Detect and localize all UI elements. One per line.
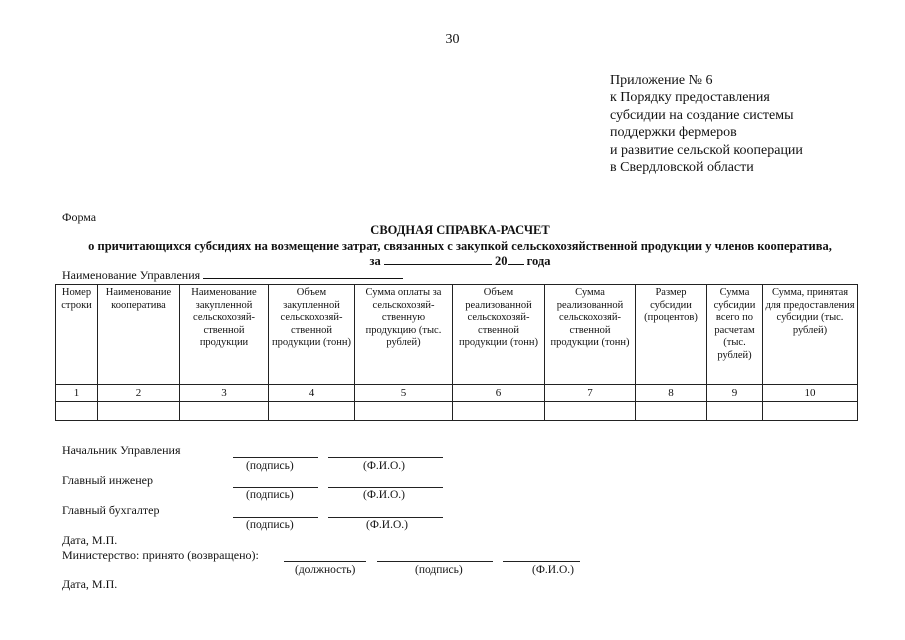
empty-cell <box>545 402 636 421</box>
page-number: 30 <box>445 32 460 47</box>
form-label: Форма <box>62 210 97 224</box>
empty-cell <box>763 402 858 421</box>
column-header: Наименование закупленной сельскохозяй-ственной продукции <box>180 285 269 385</box>
department-blank <box>203 278 403 279</box>
date-stamp-label: Дата, М.П. <box>62 533 118 547</box>
appendix-line: субсидии на создание системы <box>610 107 794 123</box>
column-number: 1 <box>56 385 98 402</box>
empty-cell <box>355 402 453 421</box>
title-subtitle: о причитающихся субсидиях на возмещение затрат, связанных с закупкой сельскохозяйственной продукции у членов кооператива, <box>88 238 832 253</box>
period-blank <box>384 264 492 265</box>
appendix-line: к Порядку предоставления <box>610 90 770 106</box>
name-caption: (Ф.И.О.) <box>363 489 405 501</box>
position-line <box>284 561 366 562</box>
table-header-row <box>56 285 858 385</box>
chief-engineer-label: Главный инженер <box>62 473 153 487</box>
column-number: 7 <box>545 385 636 402</box>
appendix-line: поддержки фермеров <box>610 125 737 141</box>
column-number: 9 <box>707 385 763 402</box>
name-caption: (Ф.И.О.) <box>532 564 574 576</box>
appendix-block <box>610 72 870 176</box>
name-line <box>328 457 443 458</box>
empty-cell <box>180 402 269 421</box>
appendix-line: в Свердловской области <box>610 160 754 176</box>
column-number: 4 <box>269 385 355 402</box>
empty-cell <box>269 402 355 421</box>
department-row <box>62 268 403 283</box>
appendix-line: Приложение № 6 <box>610 73 713 88</box>
name-line <box>328 517 443 518</box>
name-line <box>328 487 443 488</box>
column-header: Сумма субсидии всего по расчетам (тыс. рублей) <box>707 285 763 385</box>
column-header: Объем реализованной сельскохозяй-ственной продукции (тонн) <box>453 285 545 385</box>
department-label: Наименование Управления <box>62 268 201 282</box>
column-number: 10 <box>763 385 858 402</box>
empty-cell <box>98 402 180 421</box>
period-year: 20 <box>495 254 508 268</box>
year-blank <box>508 264 524 265</box>
period-prefix: за <box>369 254 381 268</box>
calculation-table <box>55 284 858 421</box>
column-header: Номер строки <box>56 285 98 385</box>
column-header: Наименование кооператива <box>98 285 180 385</box>
ministry-label: Министерство: принято (возвращено): <box>62 548 259 562</box>
empty-cell <box>707 402 763 421</box>
title-main: СВОДНАЯ СПРАВКА-РАСЧЕТ <box>370 223 550 237</box>
column-number: 8 <box>636 385 707 402</box>
position-caption: (должность) <box>295 564 356 576</box>
signature-caption: (подпись) <box>246 519 294 531</box>
signature-line <box>233 457 318 458</box>
signature-line <box>377 561 493 562</box>
column-number: 6 <box>453 385 545 402</box>
column-number: 2 <box>98 385 180 402</box>
empty-cell <box>453 402 545 421</box>
column-header: Сумма, принятая для предоставления субсидии (тыс. рублей) <box>763 285 858 385</box>
head-of-department-label: Начальник Управления <box>62 443 181 457</box>
column-header: Сумма реализованной сельскохозяй-ственной продукции (тонн) <box>545 285 636 385</box>
name-line <box>503 561 580 562</box>
signature-caption: (подпись) <box>246 489 294 501</box>
document-title <box>60 223 860 270</box>
column-header: Объем закупленной сельскохозяй-ственной продукции (тонн) <box>269 285 355 385</box>
column-number-row <box>56 385 858 402</box>
column-header: Размер субсидии (процентов) <box>636 285 707 385</box>
date-stamp-label: Дата, М.П. <box>62 577 118 591</box>
empty-cell <box>56 402 98 421</box>
name-caption: (Ф.И.О.) <box>363 460 405 472</box>
table-empty-row <box>56 402 858 421</box>
name-caption: (Ф.И.О.) <box>366 519 408 531</box>
signature-caption: (подпись) <box>415 564 463 576</box>
signature-line <box>233 517 318 518</box>
period-suffix: года <box>526 254 551 268</box>
signature-line <box>233 487 318 488</box>
column-number: 3 <box>180 385 269 402</box>
empty-cell <box>636 402 707 421</box>
column-number: 5 <box>355 385 453 402</box>
chief-accountant-label: Главный бухгалтер <box>62 503 160 517</box>
column-header: Сумма оплаты за сельскохозяй-ственную продукцию (тыс. рублей) <box>355 285 453 385</box>
signature-caption: (подпись) <box>246 460 294 472</box>
appendix-line: и развитие сельской кооперации <box>610 142 803 158</box>
